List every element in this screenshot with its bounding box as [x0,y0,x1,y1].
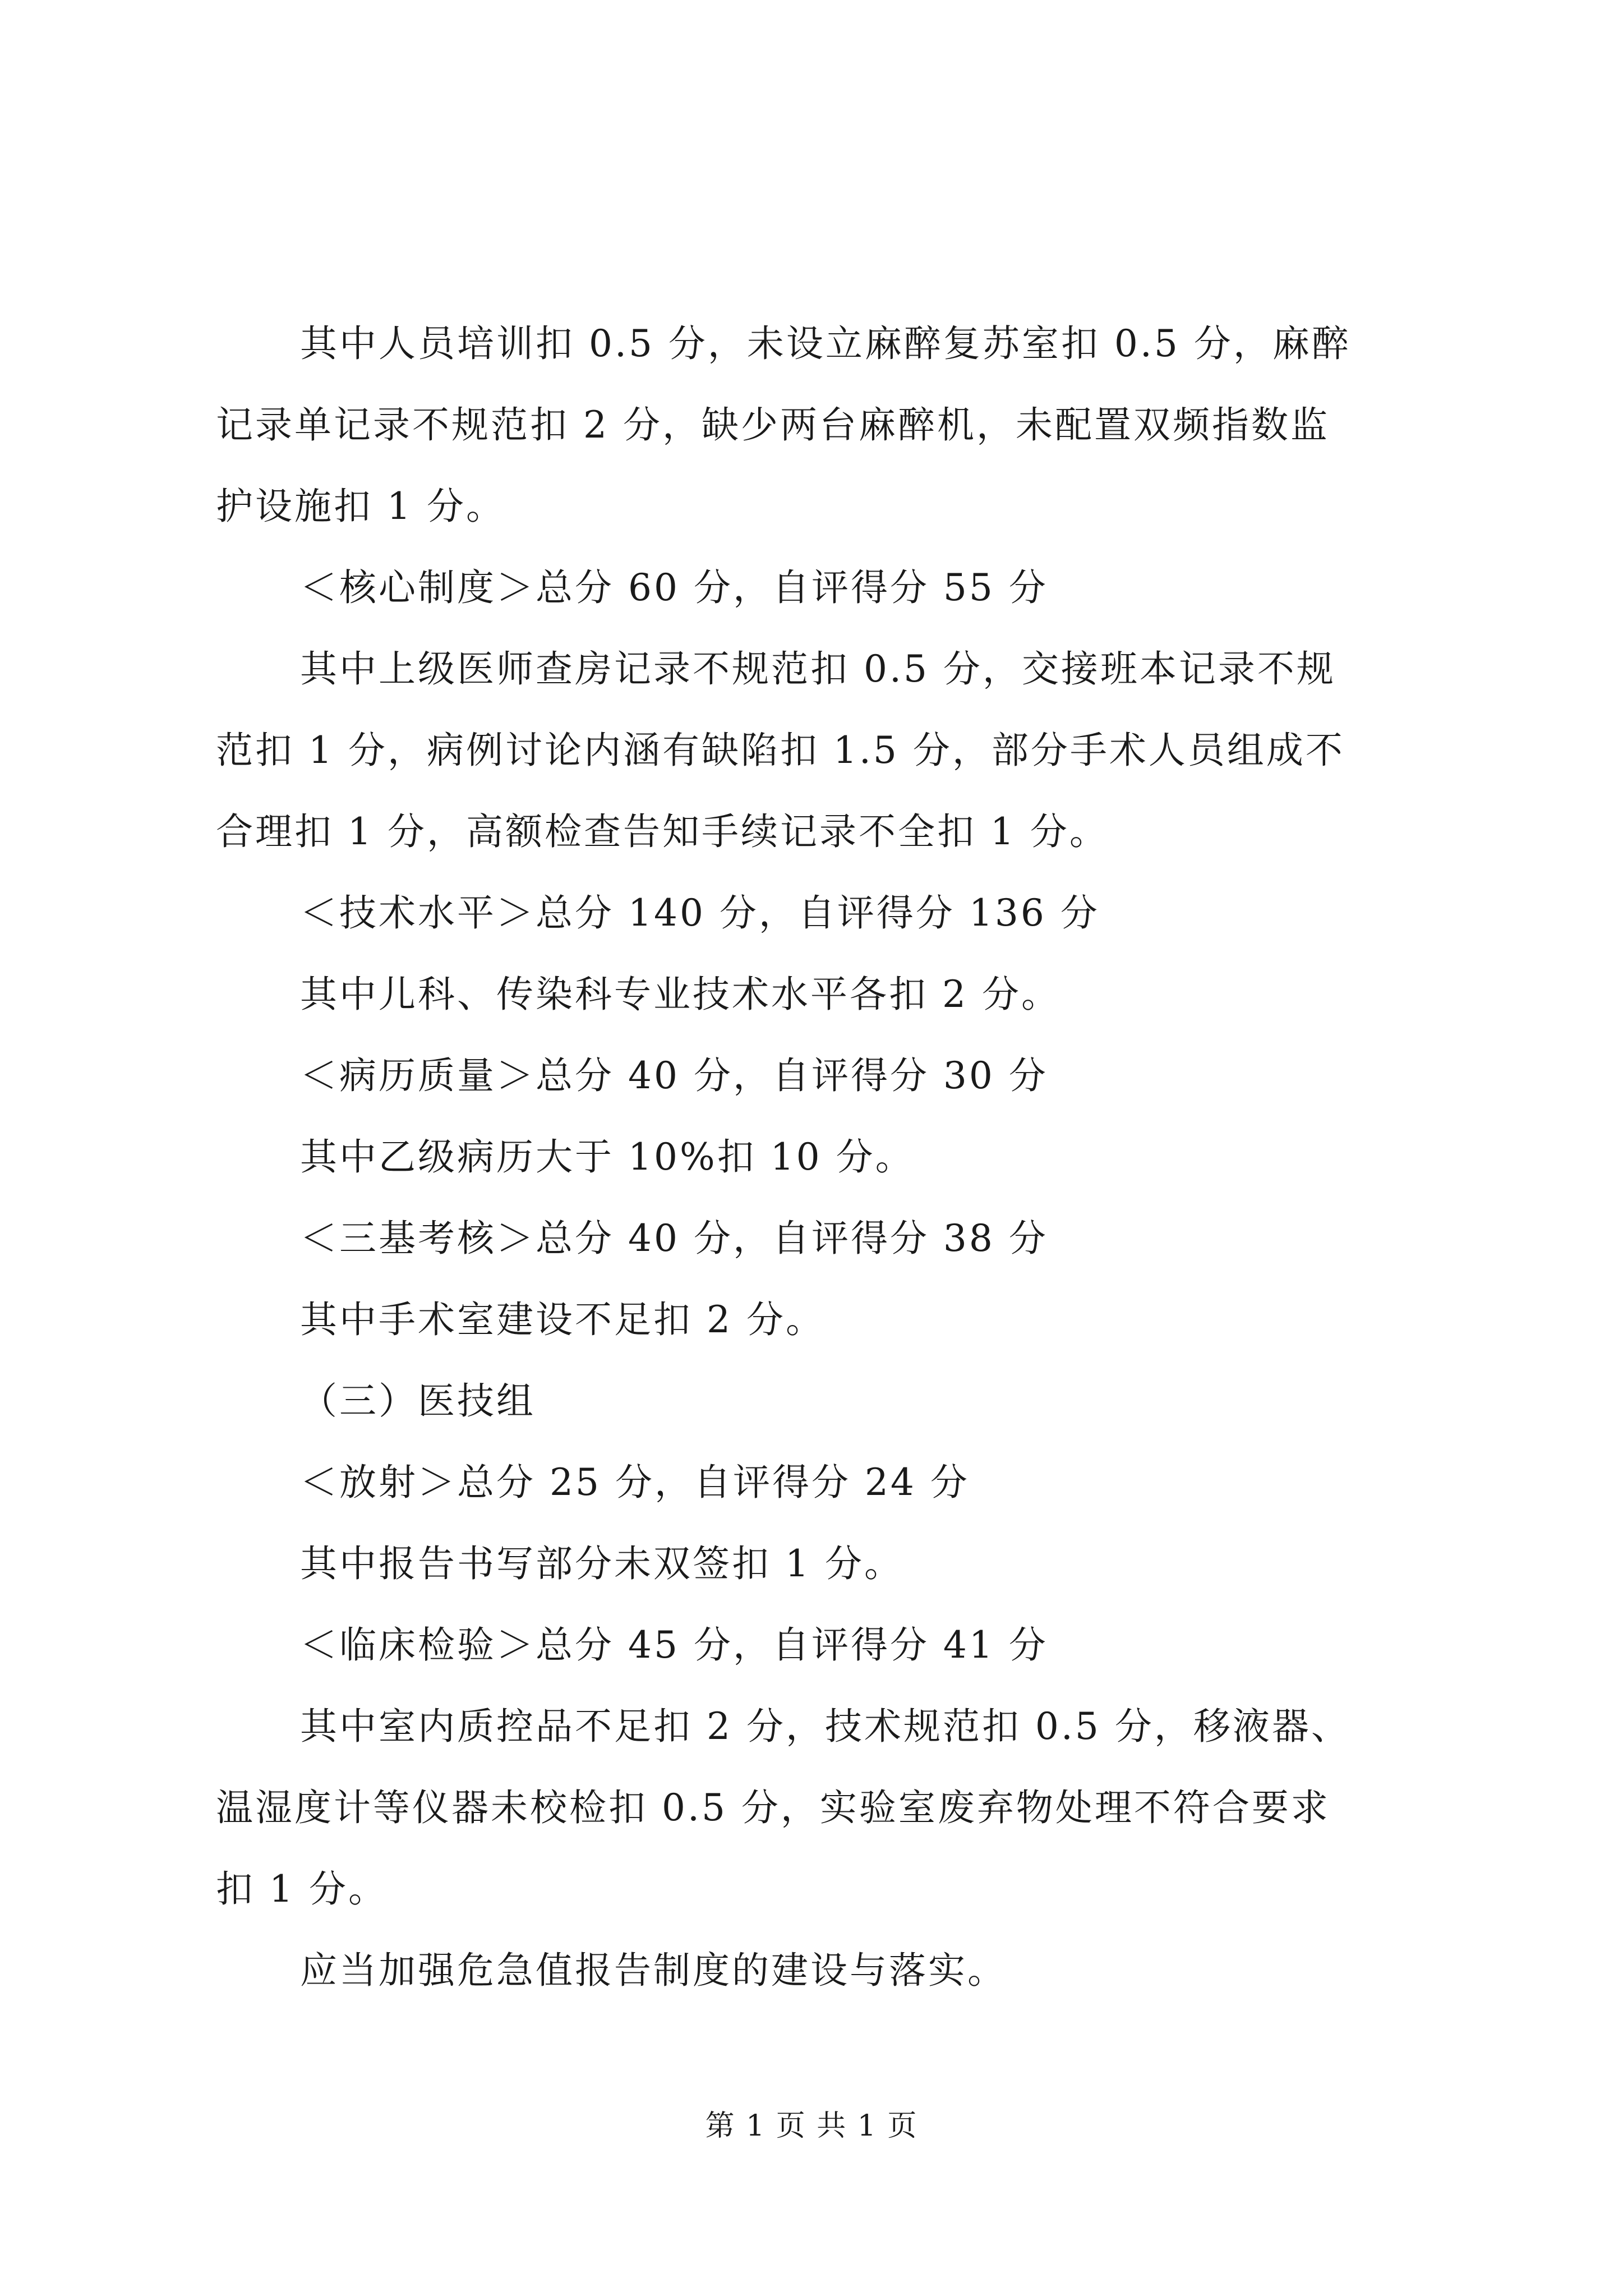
paragraph-line: 范扣 1 分，病例讨论内涵有缺陷扣 1.5 分，部分手术人员组成不 [216,729,1345,772]
document-body [216,303,1416,2011]
paragraph-line: 其中上级医师查房记录不规范扣 0.5 分，交接班本记录不规 [300,647,1336,691]
paragraph-line: 记录单记录不规范扣 2 分，缺少两台麻醉机，未配置双频指数监 [216,403,1330,447]
section-heading: ＜三基考核＞总分 40 分，自评得分 38 分 [300,1217,1048,1260]
paragraph-line: 扣 1 分。 [216,1867,388,1911]
group-heading: （三）医技组 [300,1379,536,1423]
paragraph-line: 合理扣 1 分，高额检查告知手续记录不全扣 1 分。 [216,810,1109,853]
paragraph-line: 应当加强危急值报告制度的建设与落实。 [300,1949,1007,1992]
page-footer: 第 1 页 共 1 页 [705,2109,918,2143]
section-heading: ＜病历质量＞总分 40 分，自评得分 30 分 [300,1054,1048,1097]
paragraph-line: 其中乙级病历大于 10%扣 10 分。 [300,1135,915,1179]
paragraph-line: 其中室内质控品不足扣 2 分，技术规范扣 0.5 分，移液器、 [300,1705,1350,1748]
section-heading: ＜技术水平＞总分 140 分，自评得分 136 分 [300,891,1100,935]
section-heading: ＜放射＞总分 25 分，自评得分 24 分 [300,1461,970,1504]
section-heading: ＜核心制度＞总分 60 分，自评得分 55 分 [300,566,1048,609]
paragraph-line: 其中人员培训扣 0.5 分，未设立麻醉复苏室扣 0.5 分，麻醉 [300,322,1351,365]
paragraph-line: 其中手术室建设不足扣 2 分。 [300,1298,825,1341]
paragraph-line: 其中报告书写部分未双签扣 1 分。 [300,1542,903,1585]
paragraph-line: 其中儿科、传染科专业技术水平各扣 2 分。 [300,973,1061,1016]
paragraph-line: 护设施扣 1 分。 [216,485,505,528]
section-heading: ＜临床检验＞总分 45 分，自评得分 41 分 [300,1623,1048,1667]
paragraph-line: 温湿度计等仪器未校检扣 0.5 分，实验室废弃物处理不符合要求 [216,1786,1330,1829]
